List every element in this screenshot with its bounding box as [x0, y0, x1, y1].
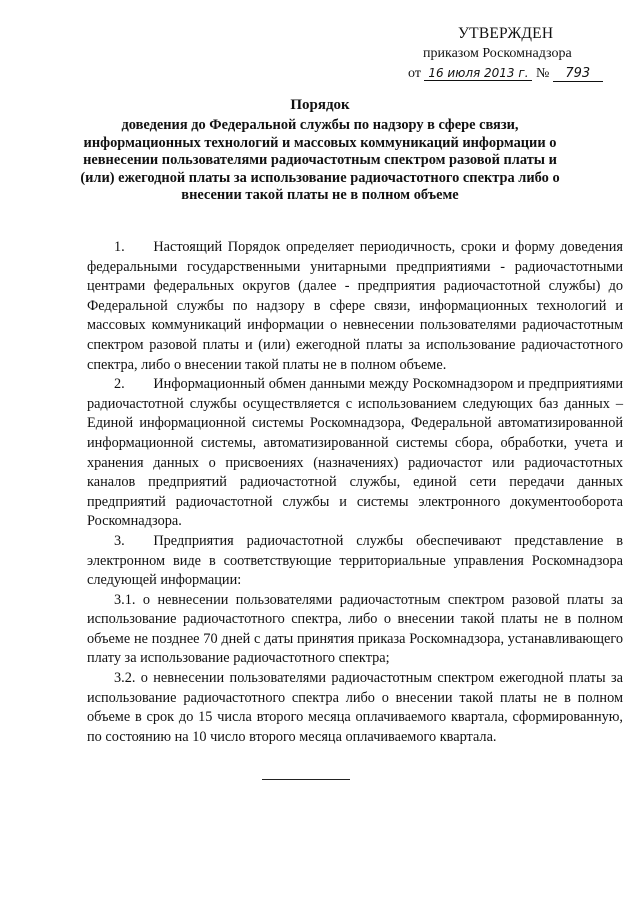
paragraph-3: 3. Предприятия радиочастотной службы обеспечивают представление в электронном виде в соответствующие территориальные управления Роскомнадзора следующей информации:: [87, 532, 623, 589]
approval-order-line: приказом Роскомнадзора: [423, 46, 572, 61]
handwritten-order-number: 793: [553, 67, 603, 82]
title-word: Порядок: [290, 97, 350, 113]
paragraph-3-2: 3.2. о невнесении пользователями радиочастотным спектром ежегодной платы за использование радиочастотного спектра либо о внесении такой платы не в полном объеме в срок до 15 числа второго месяца оплачиваемого квартала, сформированную, по состоянию на 10 число второго месяца оплачиваемого квартала.: [87, 670, 623, 745]
title-text: доведения до Федеральной службы по надзору в сфере связи, информационных технологий и массовых коммуникаций информации о невнесении пользователями радиочастотным спектром разовой платы и (или) ежегодной платы за использование радиочастотного спектра либо о внесении такой платы не в полном объеме: [80, 117, 560, 204]
approval-stamp: [400, 24, 620, 84]
handwritten-date: 16 июля 2013 г.: [424, 66, 532, 81]
document-title: [80, 97, 560, 204]
document-body: [87, 238, 623, 747]
number-sign: №: [535, 66, 550, 81]
paragraph-3-1: 3.1. о невнесении пользователями радиочастотным спектром разовой платы за использование радиочастотного спектра, либо о внесении такой платы не в полном объеме не позднее 70 дней с даты принятия приказа Роскомнадзора, устанавливающего плату за использование радиочастотного спектра;: [87, 591, 623, 667]
approval-heading: УТВЕРЖДЕН: [458, 25, 554, 42]
closing-divider: [262, 779, 350, 780]
paragraph-2: 2. Информационный обмен данными между Роскомнадзором и предприятиями радиочастотной службы осуществляется с использованием следующих баз данных – Единой информационной системы Роскомнадзора, Федеральной автоматизированной информационной системы, автоматизированной системы сбора, обработки, учета и хранения данных о присвоениях (назначениях) радиочастот или радиочастотных каналов предприятий радиочастотной службы, единой сети передачи данных предприятий радиочастотной службы и системы электронного документооборота Роскомнадзора.: [87, 376, 623, 530]
paragraph-1: 1. Настоящий Порядок определяет периодичность, сроки и форму доведения федеральными государственными унитарными предприятиями - радиочастотными центрами федеральных округов (далее - предприятия радиочастотной службы) до Федеральной службы по надзору в сфере связи, информационных технологий и массовых коммуникаций информации о невнесении пользователями радиочастотным спектром разовой платы и (или) ежегодной платы за использование радиочастотного спектра, либо о внесении такой платы не в полном объеме.: [87, 239, 623, 373]
approval-date-line: [400, 64, 620, 84]
approval-from-prefix: от: [408, 66, 421, 81]
